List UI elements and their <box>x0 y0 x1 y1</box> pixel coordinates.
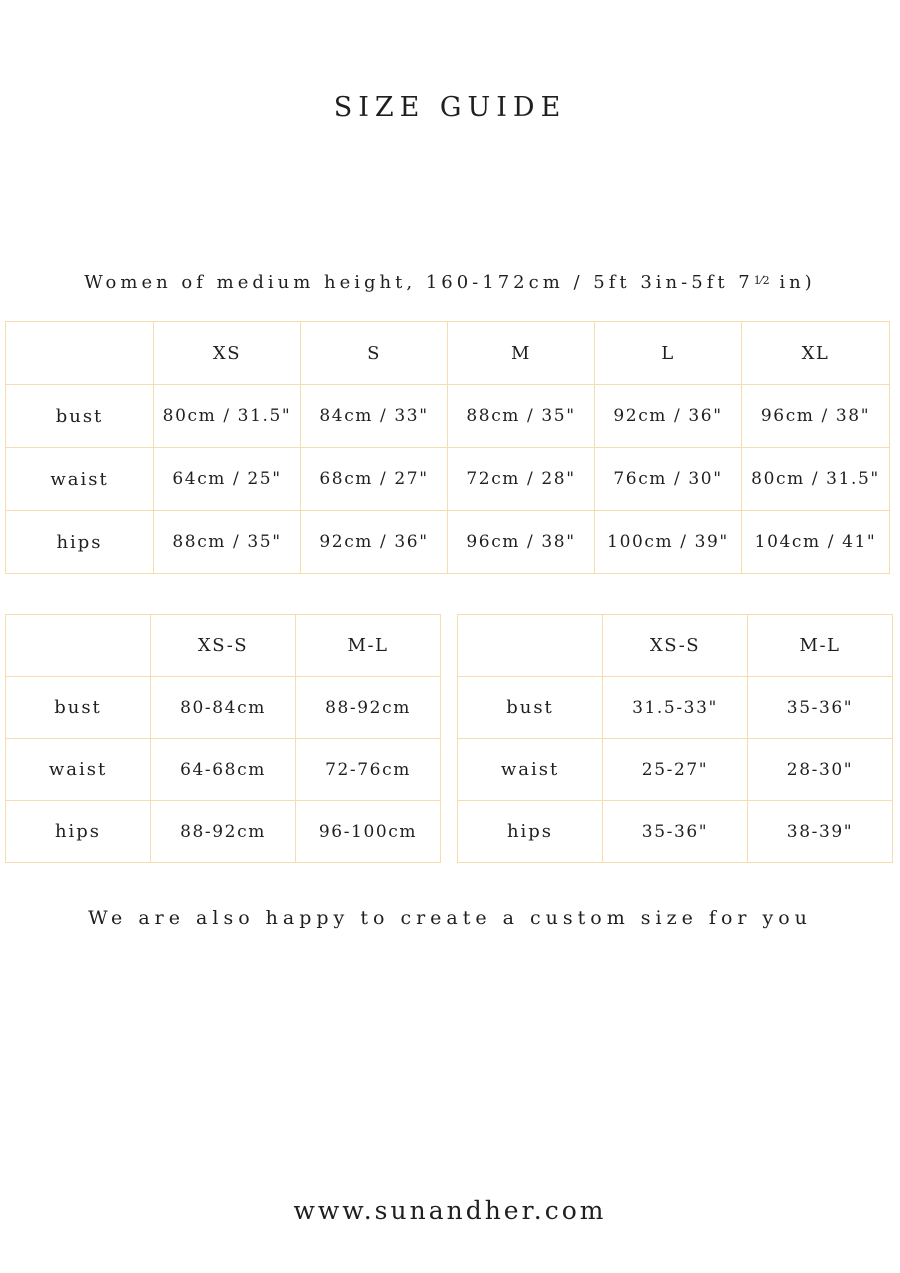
table-row <box>6 739 441 801</box>
table-row <box>6 511 890 574</box>
column-header: XS-S <box>151 615 296 677</box>
table-cell: 64cm / 25" <box>154 448 301 511</box>
table-cell: 96cm / 38" <box>742 385 890 448</box>
table-cell: 28-30" <box>748 739 893 801</box>
row-label: waist <box>6 739 151 801</box>
table-header-row <box>6 322 890 385</box>
row-label: hips <box>6 801 151 863</box>
table-cell: 80-84cm <box>151 677 296 739</box>
table-cell: 88cm / 35" <box>448 385 595 448</box>
table-row <box>458 739 893 801</box>
table-cell: 100cm / 39" <box>595 511 742 574</box>
column-header: S <box>301 322 448 385</box>
table-row <box>458 801 893 863</box>
corner-cell <box>6 322 154 385</box>
table-cell: 80cm / 31.5" <box>154 385 301 448</box>
size-table-inches <box>457 614 893 863</box>
column-header: XS <box>154 322 301 385</box>
size-table-cm <box>5 614 441 863</box>
table-cell: 35-36" <box>603 801 748 863</box>
row-label: waist <box>458 739 603 801</box>
table-cell: 72-76cm <box>296 739 441 801</box>
table-header-row <box>6 615 441 677</box>
column-header: M-L <box>296 615 441 677</box>
height-subtitle <box>0 272 900 293</box>
table-row <box>6 677 441 739</box>
table-cell: 31.5-33" <box>603 677 748 739</box>
column-header: M-L <box>748 615 893 677</box>
page-title: SIZE GUIDE <box>333 92 567 123</box>
row-label: bust <box>6 385 154 448</box>
table-cell: 104cm / 41" <box>742 511 890 574</box>
table-cell: 25-27" <box>603 739 748 801</box>
row-label: bust <box>6 677 151 739</box>
table-row <box>6 448 890 511</box>
row-label: waist <box>6 448 154 511</box>
column-header: XS-S <box>603 615 748 677</box>
row-label: bust <box>458 677 603 739</box>
table-cell: 64-68cm <box>151 739 296 801</box>
column-header: L <box>595 322 742 385</box>
row-label: hips <box>6 511 154 574</box>
table-row <box>6 385 890 448</box>
table-cell: 72cm / 28" <box>448 448 595 511</box>
table-cell: 76cm / 30" <box>595 448 742 511</box>
website-url: www.sunandher.com <box>293 1196 607 1225</box>
table-cell: 80cm / 31.5" <box>742 448 890 511</box>
table-cell: 35-36" <box>748 677 893 739</box>
size-table-main <box>5 321 890 574</box>
table-cell: 92cm / 36" <box>595 385 742 448</box>
table-row <box>6 801 441 863</box>
table-cell: 96-100cm <box>296 801 441 863</box>
subtitle-fraction: 1⁄2 <box>753 274 770 287</box>
column-header: M <box>448 322 595 385</box>
table-cell: 88-92cm <box>296 677 441 739</box>
custom-size-note: We are also happy to create a custom size for you <box>88 907 812 929</box>
table-cell: 84cm / 33" <box>301 385 448 448</box>
table-cell: 88-92cm <box>151 801 296 863</box>
row-label: hips <box>458 801 603 863</box>
table-cell: 92cm / 36" <box>301 511 448 574</box>
table-cell: 68cm / 27" <box>301 448 448 511</box>
corner-cell <box>6 615 151 677</box>
column-header: XL <box>742 322 890 385</box>
subtitle-text: Women of medium height, 160-172cm / 5ft 3in-5ft 7 <box>84 272 754 293</box>
table-cell: 88cm / 35" <box>154 511 301 574</box>
table-cell: 96cm / 38" <box>448 511 595 574</box>
table-row <box>458 677 893 739</box>
subtitle-end: in) <box>769 272 816 293</box>
table-cell: 38-39" <box>748 801 893 863</box>
corner-cell <box>458 615 603 677</box>
table-header-row <box>458 615 893 677</box>
